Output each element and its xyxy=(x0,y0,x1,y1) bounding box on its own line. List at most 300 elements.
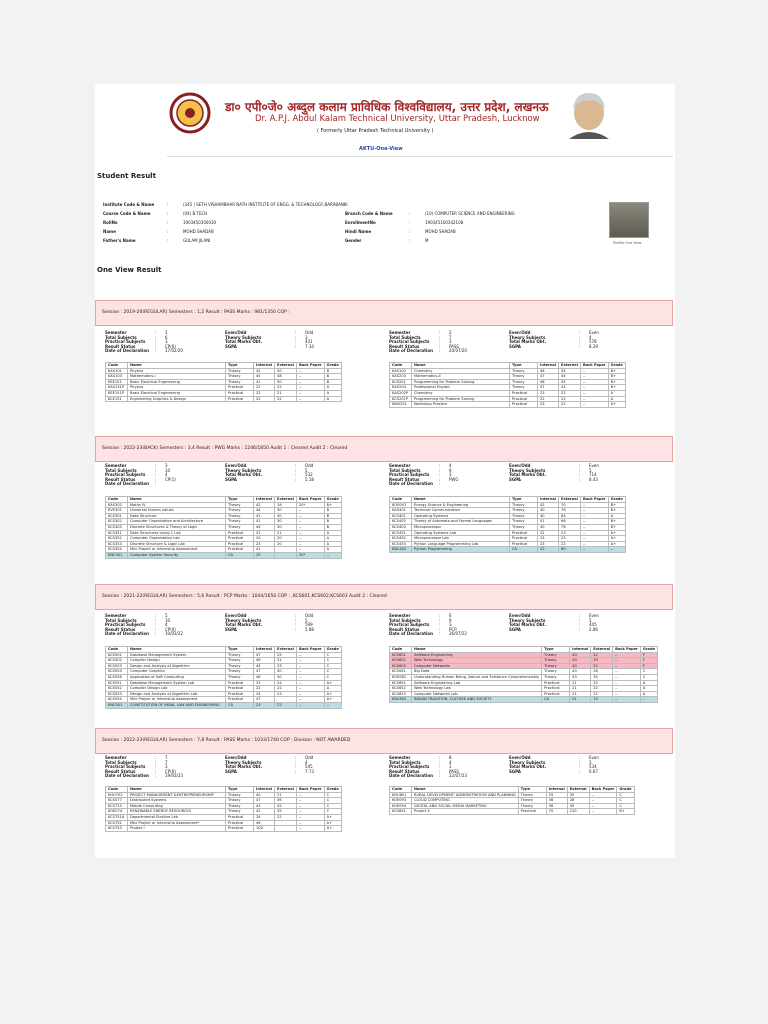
table-cell: -- xyxy=(296,508,324,514)
one-view-link[interactable]: AKTU-One-View xyxy=(359,146,403,152)
table-cell: 21 xyxy=(254,530,275,536)
meta-row xyxy=(105,632,345,637)
table-cell: Theory xyxy=(510,519,538,525)
meta-cell xyxy=(579,349,589,354)
meta-cell xyxy=(579,632,589,637)
table-cell: Chemistry xyxy=(412,390,510,396)
table-cell: CA xyxy=(226,552,254,558)
table-cell: KCS602 xyxy=(390,658,412,664)
table-cell: 22 xyxy=(275,814,297,820)
meta-cell: Date of Declaration xyxy=(105,348,149,354)
table-cell: Practical xyxy=(226,536,254,542)
meta-cell: : xyxy=(295,476,297,482)
table-row xyxy=(106,826,342,832)
table-cell: A xyxy=(324,396,341,402)
table-cell: KCS553 xyxy=(106,691,128,697)
table-cell: A+ xyxy=(324,697,341,703)
meta-cell: : xyxy=(439,622,441,628)
table-cell: Theory xyxy=(510,385,538,391)
table-cell: KCS451 xyxy=(390,530,412,536)
table-cell: 43 xyxy=(570,674,591,680)
meta-cell: : xyxy=(579,626,581,632)
table-cell: A+ xyxy=(324,820,341,826)
meta-cell: : xyxy=(579,334,581,340)
table-cell: Design and Analysis of Algorithm xyxy=(128,663,226,669)
table-cell: A xyxy=(324,541,341,547)
table-cell: Theory xyxy=(226,674,254,680)
table-cell: F xyxy=(640,663,657,669)
meta-cell: : xyxy=(295,755,297,760)
table-cell: -- xyxy=(296,541,324,547)
table-cell: B+ xyxy=(608,368,625,374)
table-cell: Practical xyxy=(542,691,570,697)
meta-cell: : xyxy=(579,463,581,468)
table-cell: KCS851 xyxy=(390,809,412,815)
table-cell: 41 xyxy=(254,547,275,553)
meta-cell: : xyxy=(439,759,441,765)
table-cell: -- xyxy=(613,680,641,686)
table-cell: -- xyxy=(589,798,617,804)
table-cell: Database Management System Lab xyxy=(128,680,226,686)
meta-cell xyxy=(305,349,345,354)
table-cell: B+ xyxy=(608,524,625,530)
semester-meta xyxy=(389,756,629,779)
meta-cell: : xyxy=(439,617,441,623)
column-header: Code xyxy=(106,647,128,653)
meta-cell: SGPA xyxy=(225,343,237,349)
table-cell: Theory xyxy=(226,792,254,798)
column-header: Name xyxy=(128,497,226,503)
table-cell: CA xyxy=(510,547,538,553)
table-cell: KCS554 xyxy=(106,697,128,703)
meta-cell: 534 xyxy=(589,764,597,770)
column-header: Back Paper xyxy=(589,787,617,793)
column-header: External xyxy=(275,787,297,793)
meta-cell: 3 xyxy=(165,463,168,468)
table-cell: Theory xyxy=(510,502,538,508)
meta-cell: : xyxy=(155,348,157,354)
table-cell: 22 xyxy=(559,396,581,402)
meta-cell: : xyxy=(155,759,157,765)
column-header: Type xyxy=(542,647,570,653)
meta-cell: : xyxy=(155,617,157,623)
table-cell: -- xyxy=(580,379,608,385)
table-cell: 43 xyxy=(254,803,275,809)
meta-cell xyxy=(509,632,579,637)
meta-cell: Even/Odd xyxy=(225,330,247,335)
table-cell: Computer Organization Lab xyxy=(128,536,226,542)
table-cell: KCS056 xyxy=(106,674,128,680)
header-divider xyxy=(167,156,673,157)
table-cell: 22 xyxy=(254,396,275,402)
meta-cell: 431 xyxy=(305,339,313,345)
meta-cell: Practical Subjects xyxy=(389,764,430,770)
table-cell: 40 xyxy=(538,508,559,514)
meta-cell: 2 xyxy=(449,330,452,335)
table-cell: C xyxy=(324,652,341,658)
table-cell: 23 xyxy=(254,702,275,708)
table-cell: 70 xyxy=(546,809,567,815)
meta-cell: 7 xyxy=(449,334,452,340)
student-photo xyxy=(609,202,649,238)
semester-table xyxy=(389,362,626,408)
table-cell: 21 xyxy=(570,686,591,692)
table-cell: KCS552 xyxy=(106,686,128,692)
table-cell: 50 xyxy=(275,368,297,374)
meta-cell: 17/02/20 xyxy=(165,348,183,354)
meta-cell: 19/03/23 xyxy=(165,773,183,779)
meta-cell: : xyxy=(579,617,581,623)
table-cell: Theory xyxy=(226,663,254,669)
meta-cell xyxy=(305,482,345,487)
table-cell: 36 xyxy=(546,803,567,809)
column-header: External xyxy=(275,497,297,503)
meta-cell: Total Subjects xyxy=(389,334,421,340)
table-cell: 49 xyxy=(567,803,589,809)
meta-cell xyxy=(579,774,589,779)
meta-cell: 4 xyxy=(449,463,452,468)
meta-cell: : xyxy=(155,631,157,637)
meta-cell: 5 xyxy=(165,613,168,618)
table-cell: 30 xyxy=(275,508,297,514)
table-cell: KNC301 xyxy=(106,552,128,558)
table-cell: KCS452 xyxy=(390,536,412,542)
meta-row xyxy=(105,482,345,487)
meta-cell: Even xyxy=(589,330,599,335)
meta-cell: : xyxy=(155,481,157,487)
meta-cell xyxy=(509,774,579,779)
table-cell: -- xyxy=(296,368,324,374)
table-cell: 48 xyxy=(275,374,297,380)
table-cell: KAS204 xyxy=(390,385,412,391)
table-cell: Compiler Design Lab xyxy=(128,686,226,692)
table-cell: -- xyxy=(296,519,324,525)
table-cell: 41 xyxy=(254,379,275,385)
table-cell: Theory xyxy=(510,379,538,385)
meta-cell: : xyxy=(579,759,581,765)
table-cell: 30 xyxy=(275,519,297,525)
table-cell: B xyxy=(324,374,341,380)
meta-cell: : xyxy=(295,613,297,618)
table-cell: -- xyxy=(296,702,324,708)
table-cell: KOE043 xyxy=(390,502,412,508)
table-cell: Mathematics-I xyxy=(128,374,226,380)
meta-cell: : xyxy=(439,631,441,637)
meta-cell: SGPA xyxy=(509,768,521,774)
meta-cell: : xyxy=(439,764,441,770)
table-cell: KCS502 xyxy=(106,658,128,664)
table-cell: Theory xyxy=(518,792,546,798)
meta-cell: Even/Odd xyxy=(225,463,247,468)
meta-cell: : xyxy=(295,764,297,770)
table-cell: KOE093 xyxy=(390,798,412,804)
table-cell: C xyxy=(617,803,634,809)
meta-cell: 5 xyxy=(305,467,308,473)
table-cell: Universal Human values xyxy=(128,508,226,514)
meta-cell: Semester xyxy=(105,463,127,468)
table-cell: Theory xyxy=(510,374,538,380)
table-cell: C xyxy=(617,792,634,798)
meta-cell xyxy=(509,349,579,354)
table-cell: -- xyxy=(296,530,324,536)
column-header: Internal xyxy=(538,363,559,369)
column-header: Name xyxy=(412,787,519,793)
session-banner xyxy=(95,728,673,754)
table-cell: KAS401 xyxy=(390,508,412,514)
meta-cell: Even xyxy=(589,463,599,468)
table-cell: B+ xyxy=(608,519,625,525)
meta-cell: Total Subjects xyxy=(105,759,137,765)
table-cell: 21 xyxy=(275,390,297,396)
table-cell: 40 xyxy=(570,663,591,669)
table-row xyxy=(390,809,635,815)
column-header: Internal xyxy=(254,497,275,503)
table-cell: 23 xyxy=(254,541,275,547)
table-cell: 22 xyxy=(591,686,613,692)
meta-cell: 532 xyxy=(305,472,313,478)
semester-table xyxy=(105,646,342,709)
table-cell: Theory xyxy=(542,658,570,664)
table-cell: -- xyxy=(580,402,608,408)
table-cell: -- xyxy=(580,541,608,547)
table-cell: C xyxy=(324,669,341,675)
table-cell: A xyxy=(324,390,341,396)
table-cell: 47 xyxy=(538,385,559,391)
meta-cell: Practical Subjects xyxy=(389,339,430,345)
table-cell: KCS652 xyxy=(390,686,412,692)
table-cell: A xyxy=(608,396,625,402)
meta-cell: 714 xyxy=(589,472,597,478)
table-cell: Application of Soft Computing xyxy=(128,674,226,680)
table-cell: -- xyxy=(613,658,641,664)
meta-row xyxy=(389,349,629,354)
meta-cell: Date of Declaration xyxy=(105,631,149,637)
table-cell: KCS302 xyxy=(106,519,128,525)
table-cell: 22 xyxy=(254,390,275,396)
table-row xyxy=(106,552,342,558)
table-cell: -- xyxy=(296,686,324,692)
table-cell: KEE101 xyxy=(106,379,128,385)
table-cell: F xyxy=(640,658,657,664)
meta-cell: : xyxy=(295,463,297,468)
table-cell: A xyxy=(324,385,341,391)
column-header: Name xyxy=(412,363,510,369)
meta-cell: : xyxy=(155,613,157,618)
table-cell: KCS501 xyxy=(106,652,128,658)
table-cell: Physics xyxy=(128,385,226,391)
table-cell: 22 xyxy=(559,402,581,408)
table-cell: A+ xyxy=(608,541,625,547)
meta-cell: Theory Subjects xyxy=(225,759,262,765)
table-cell: Computer Organization and Architecture xyxy=(128,519,226,525)
column-header: Grade xyxy=(324,647,341,653)
table-cell: 22 xyxy=(538,547,559,553)
meta-cell: : xyxy=(295,467,297,473)
table-cell: 22 xyxy=(254,385,275,391)
one-view-title: One View Result xyxy=(97,266,162,274)
table-cell: 42 xyxy=(538,502,559,508)
meta-cell: : xyxy=(295,330,297,335)
meta-cell: Date of Declaration xyxy=(105,773,149,779)
meta-cell xyxy=(509,482,579,487)
table-cell: A+ xyxy=(608,402,625,408)
table-row xyxy=(390,674,658,680)
column-header: Internal xyxy=(254,787,275,793)
column-header: Back Paper xyxy=(296,363,324,369)
column-header: Back Paper xyxy=(296,787,324,793)
table-cell: KCS201P xyxy=(390,396,412,402)
meta-cell: Date of Declaration xyxy=(389,348,433,354)
session-banner xyxy=(95,300,673,326)
table-cell: 20* xyxy=(296,502,324,508)
meta-cell: Date of Declaration xyxy=(389,481,433,487)
table-cell: 23 xyxy=(538,536,559,542)
father-row: Father's Name : GULAM JILANI xyxy=(103,238,211,243)
table-cell: Theory xyxy=(510,508,538,514)
table-cell: -- xyxy=(580,502,608,508)
table-cell: -- xyxy=(580,390,608,396)
meta-cell: Even/Odd xyxy=(509,330,531,335)
table-cell: 36 xyxy=(275,798,297,804)
table-cell: Practical xyxy=(510,396,538,402)
column-header: Back Paper xyxy=(580,497,608,503)
column-header: Code xyxy=(390,363,412,369)
meta-cell: CP(0) xyxy=(165,768,176,774)
column-header: Grade xyxy=(640,647,657,653)
table-cell: A xyxy=(640,680,657,686)
table-cell: 40 xyxy=(570,652,591,658)
table-cell: KCS201 xyxy=(390,379,412,385)
table-cell: 42 xyxy=(254,809,275,815)
table-cell: Theory of Automata and Formal Languages xyxy=(412,519,510,525)
table-cell: CLOUD COMPUTING xyxy=(412,798,519,804)
table-cell: KCS503 xyxy=(106,663,128,669)
table-cell: KCS403 xyxy=(390,524,412,530)
meta-row xyxy=(389,774,629,779)
column-header: External xyxy=(559,363,581,369)
table-cell: -- xyxy=(296,396,324,402)
table-cell: Practical xyxy=(510,530,538,536)
semester-table xyxy=(389,646,658,703)
meta-cell: Practical Subjects xyxy=(389,472,430,478)
table-cell: Web Technology Lab xyxy=(412,686,542,692)
meta-cell: : xyxy=(295,622,297,628)
table-cell: 46 xyxy=(254,658,275,664)
meta-cell: : xyxy=(439,339,441,345)
table-cell: Theory xyxy=(226,524,254,530)
meta-cell: 5 xyxy=(589,617,592,623)
meta-cell: Theory Subjects xyxy=(509,467,546,473)
table-cell: 22 xyxy=(591,663,613,669)
table-cell: Python Language Programming Lab xyxy=(412,541,510,547)
table-cell: B xyxy=(324,368,341,374)
meta-cell: SGPA xyxy=(509,343,521,349)
meta-cell: 1 xyxy=(165,330,168,335)
column-header: External xyxy=(275,647,297,653)
table-cell: A xyxy=(324,686,341,692)
meta-cell: 6 xyxy=(449,613,452,618)
table-cell: Software Engineering xyxy=(412,652,542,658)
column-header: Name xyxy=(128,647,226,653)
meta-cell xyxy=(449,482,509,487)
table-cell: Technical Communication xyxy=(412,508,510,514)
table-cell: -- xyxy=(613,674,641,680)
table-cell: A xyxy=(324,530,341,536)
column-header: Name xyxy=(128,363,226,369)
table-cell: 24 xyxy=(254,691,275,697)
table-cell: 22 xyxy=(538,396,559,402)
meta-cell: : xyxy=(439,330,441,335)
table-cell: 25 xyxy=(546,792,567,798)
table-cell: Practical xyxy=(226,396,254,402)
meta-cell: Date of Declaration xyxy=(105,481,149,487)
table-cell: KCS352 xyxy=(106,536,128,542)
table-cell: 31 xyxy=(275,658,297,664)
table-cell: KCS753 xyxy=(106,826,128,832)
table-cell: A+ xyxy=(608,530,625,536)
session-banner xyxy=(95,436,673,462)
table-cell: A+ xyxy=(324,826,341,832)
meta-cell: : xyxy=(579,467,581,473)
column-header: Grade xyxy=(324,787,341,793)
meta-cell: 445 xyxy=(589,622,597,628)
table-cell: -- xyxy=(296,697,324,703)
table-cell: 35 xyxy=(591,674,613,680)
table-cell: 60 xyxy=(559,547,581,553)
semester-table xyxy=(105,362,342,402)
table-cell: KHU702 xyxy=(106,792,128,798)
table-cell: KCS354 xyxy=(106,547,128,553)
table-cell: KAS102 xyxy=(390,368,412,374)
column-header: Internal xyxy=(546,787,567,793)
meta-cell: Total Marks Obt. xyxy=(225,472,263,478)
table-cell: INDIAN TRADITION, CULTURE AND SOCIETY xyxy=(412,697,542,703)
column-header: Type xyxy=(518,787,546,793)
meta-cell: 9 xyxy=(449,467,452,473)
meta-cell: 3 xyxy=(305,334,308,340)
meta-cell: Theory Subjects xyxy=(225,617,262,623)
table-cell: Distributed Systems xyxy=(128,798,226,804)
meta-cell: 10 xyxy=(165,467,171,473)
table-cell: KCS401 xyxy=(390,513,412,519)
column-header: Grade xyxy=(324,497,341,503)
gender-row: Gender : M xyxy=(345,238,429,243)
table-cell: Practical xyxy=(226,680,254,686)
meta-cell: : xyxy=(295,472,297,478)
meta-cell: Result Status xyxy=(389,343,420,349)
meta-row xyxy=(105,774,345,779)
meta-cell: : xyxy=(155,622,157,628)
meta-cell: Practical Subjects xyxy=(105,622,146,628)
column-header: Name xyxy=(412,497,510,503)
column-header: Name xyxy=(412,647,542,653)
table-cell: KCS713 xyxy=(106,803,128,809)
table-cell: Theory xyxy=(226,513,254,519)
column-header: Code xyxy=(106,363,128,369)
student-result-title: Student Result xyxy=(97,172,156,180)
meta-cell: 3 xyxy=(449,472,452,478)
meta-cell: 3 xyxy=(165,764,168,770)
table-cell: -- xyxy=(324,702,341,708)
table-cell: -- xyxy=(296,524,324,530)
meta-cell: Total Marks Obt. xyxy=(225,764,263,770)
table-cell: 26 xyxy=(591,669,613,675)
semester-meta xyxy=(105,464,345,487)
table-cell: -- xyxy=(613,652,641,658)
table-cell: C xyxy=(324,792,341,798)
table-cell: -- xyxy=(296,547,324,553)
meta-cell: : xyxy=(155,330,157,335)
